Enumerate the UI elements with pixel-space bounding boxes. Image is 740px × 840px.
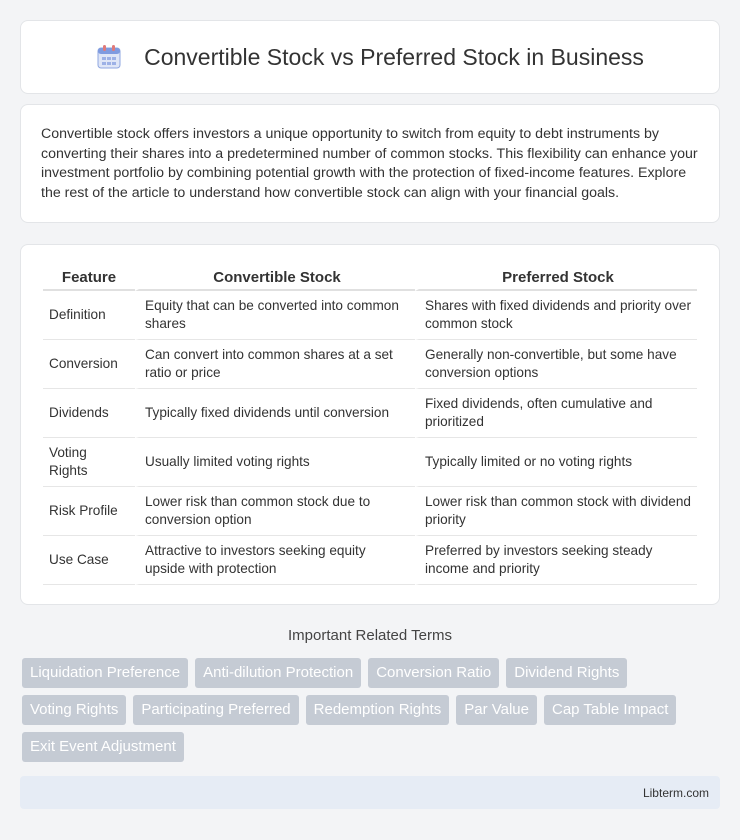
comparison-card bbox=[20, 244, 720, 605]
convertible-cell: Lower risk than common stock due to conversion option bbox=[135, 487, 415, 536]
feature-cell: Definition bbox=[43, 291, 135, 340]
page-title: Convertible Stock vs Preferred Stock in Business bbox=[144, 43, 644, 70]
table-row bbox=[43, 487, 697, 536]
related-terms-list bbox=[22, 658, 722, 762]
term-tag-exit-event-adjustment[interactable]: Exit Event Adjustment bbox=[22, 732, 184, 762]
preferred-cell: Preferred by investors seeking steady income and priority bbox=[415, 536, 697, 585]
footer-site-link[interactable]: Libterm.com bbox=[642, 785, 709, 800]
feature-cell: Conversion bbox=[43, 340, 135, 389]
comparison-table bbox=[43, 265, 697, 585]
term-tag-cap-table-impact[interactable]: Cap Table Impact bbox=[544, 695, 676, 725]
table-header-row bbox=[43, 265, 697, 291]
footer bbox=[20, 776, 720, 809]
intro-text: Convertible stock offers investors a unique opportunity to switch from equity to debt instruments by converting their shares into a predetermined number of common stocks. This flexibility can enhance your investment portfolio by combining potential growth with the protection of fixed-income features. Explore the rest of the article to understand how convertible stock can align with your financial goals. bbox=[41, 126, 698, 201]
convertible-cell: Equity that can be converted into common shares bbox=[135, 291, 415, 340]
convertible-cell: Attractive to investors seeking equity upside with protection bbox=[135, 536, 415, 585]
calendar-icon bbox=[96, 44, 122, 70]
table-row bbox=[43, 438, 697, 487]
table-row bbox=[43, 389, 697, 438]
convertible-cell: Can convert into common shares at a set ratio or price bbox=[135, 340, 415, 389]
feature-cell: Use Case bbox=[43, 536, 135, 585]
term-tag-anti-dilution-protection[interactable]: Anti-dilution Protection bbox=[195, 658, 361, 688]
convertible-cell: Usually limited voting rights bbox=[135, 438, 415, 487]
term-tag-redemption-rights[interactable]: Redemption Rights bbox=[306, 695, 450, 725]
header-preferred-stock: Preferred Stock bbox=[415, 265, 697, 291]
feature-cell: Risk Profile bbox=[43, 487, 135, 536]
title-card bbox=[20, 20, 720, 94]
table-row bbox=[43, 291, 697, 340]
preferred-cell: Typically limited or no voting rights bbox=[415, 438, 697, 487]
feature-cell: Voting Rights bbox=[43, 438, 135, 487]
term-tag-par-value[interactable]: Par Value bbox=[456, 695, 537, 725]
related-terms-heading: Important Related Terms bbox=[288, 627, 452, 644]
term-tag-conversion-ratio[interactable]: Conversion Ratio bbox=[368, 658, 499, 688]
intro-card bbox=[20, 104, 720, 223]
preferred-cell: Lower risk than common stock with dividend priority bbox=[415, 487, 697, 536]
term-tag-participating-preferred[interactable]: Participating Preferred bbox=[133, 695, 298, 725]
header-feature: Feature bbox=[43, 265, 135, 291]
term-tag-liquidation-preference[interactable]: Liquidation Preference bbox=[22, 658, 188, 688]
term-tag-dividend-rights[interactable]: Dividend Rights bbox=[506, 658, 627, 688]
header-convertible-stock: Convertible Stock bbox=[135, 265, 415, 291]
table-row bbox=[43, 536, 697, 585]
term-tag-voting-rights[interactable]: Voting Rights bbox=[22, 695, 126, 725]
table-row bbox=[43, 340, 697, 389]
feature-cell: Dividends bbox=[43, 389, 135, 438]
preferred-cell: Fixed dividends, often cumulative and prioritized bbox=[415, 389, 697, 438]
preferred-cell: Shares with fixed dividends and priority over common stock bbox=[415, 291, 697, 340]
convertible-cell: Typically fixed dividends until conversion bbox=[135, 389, 415, 438]
preferred-cell: Generally non-convertible, but some have conversion options bbox=[415, 340, 697, 389]
